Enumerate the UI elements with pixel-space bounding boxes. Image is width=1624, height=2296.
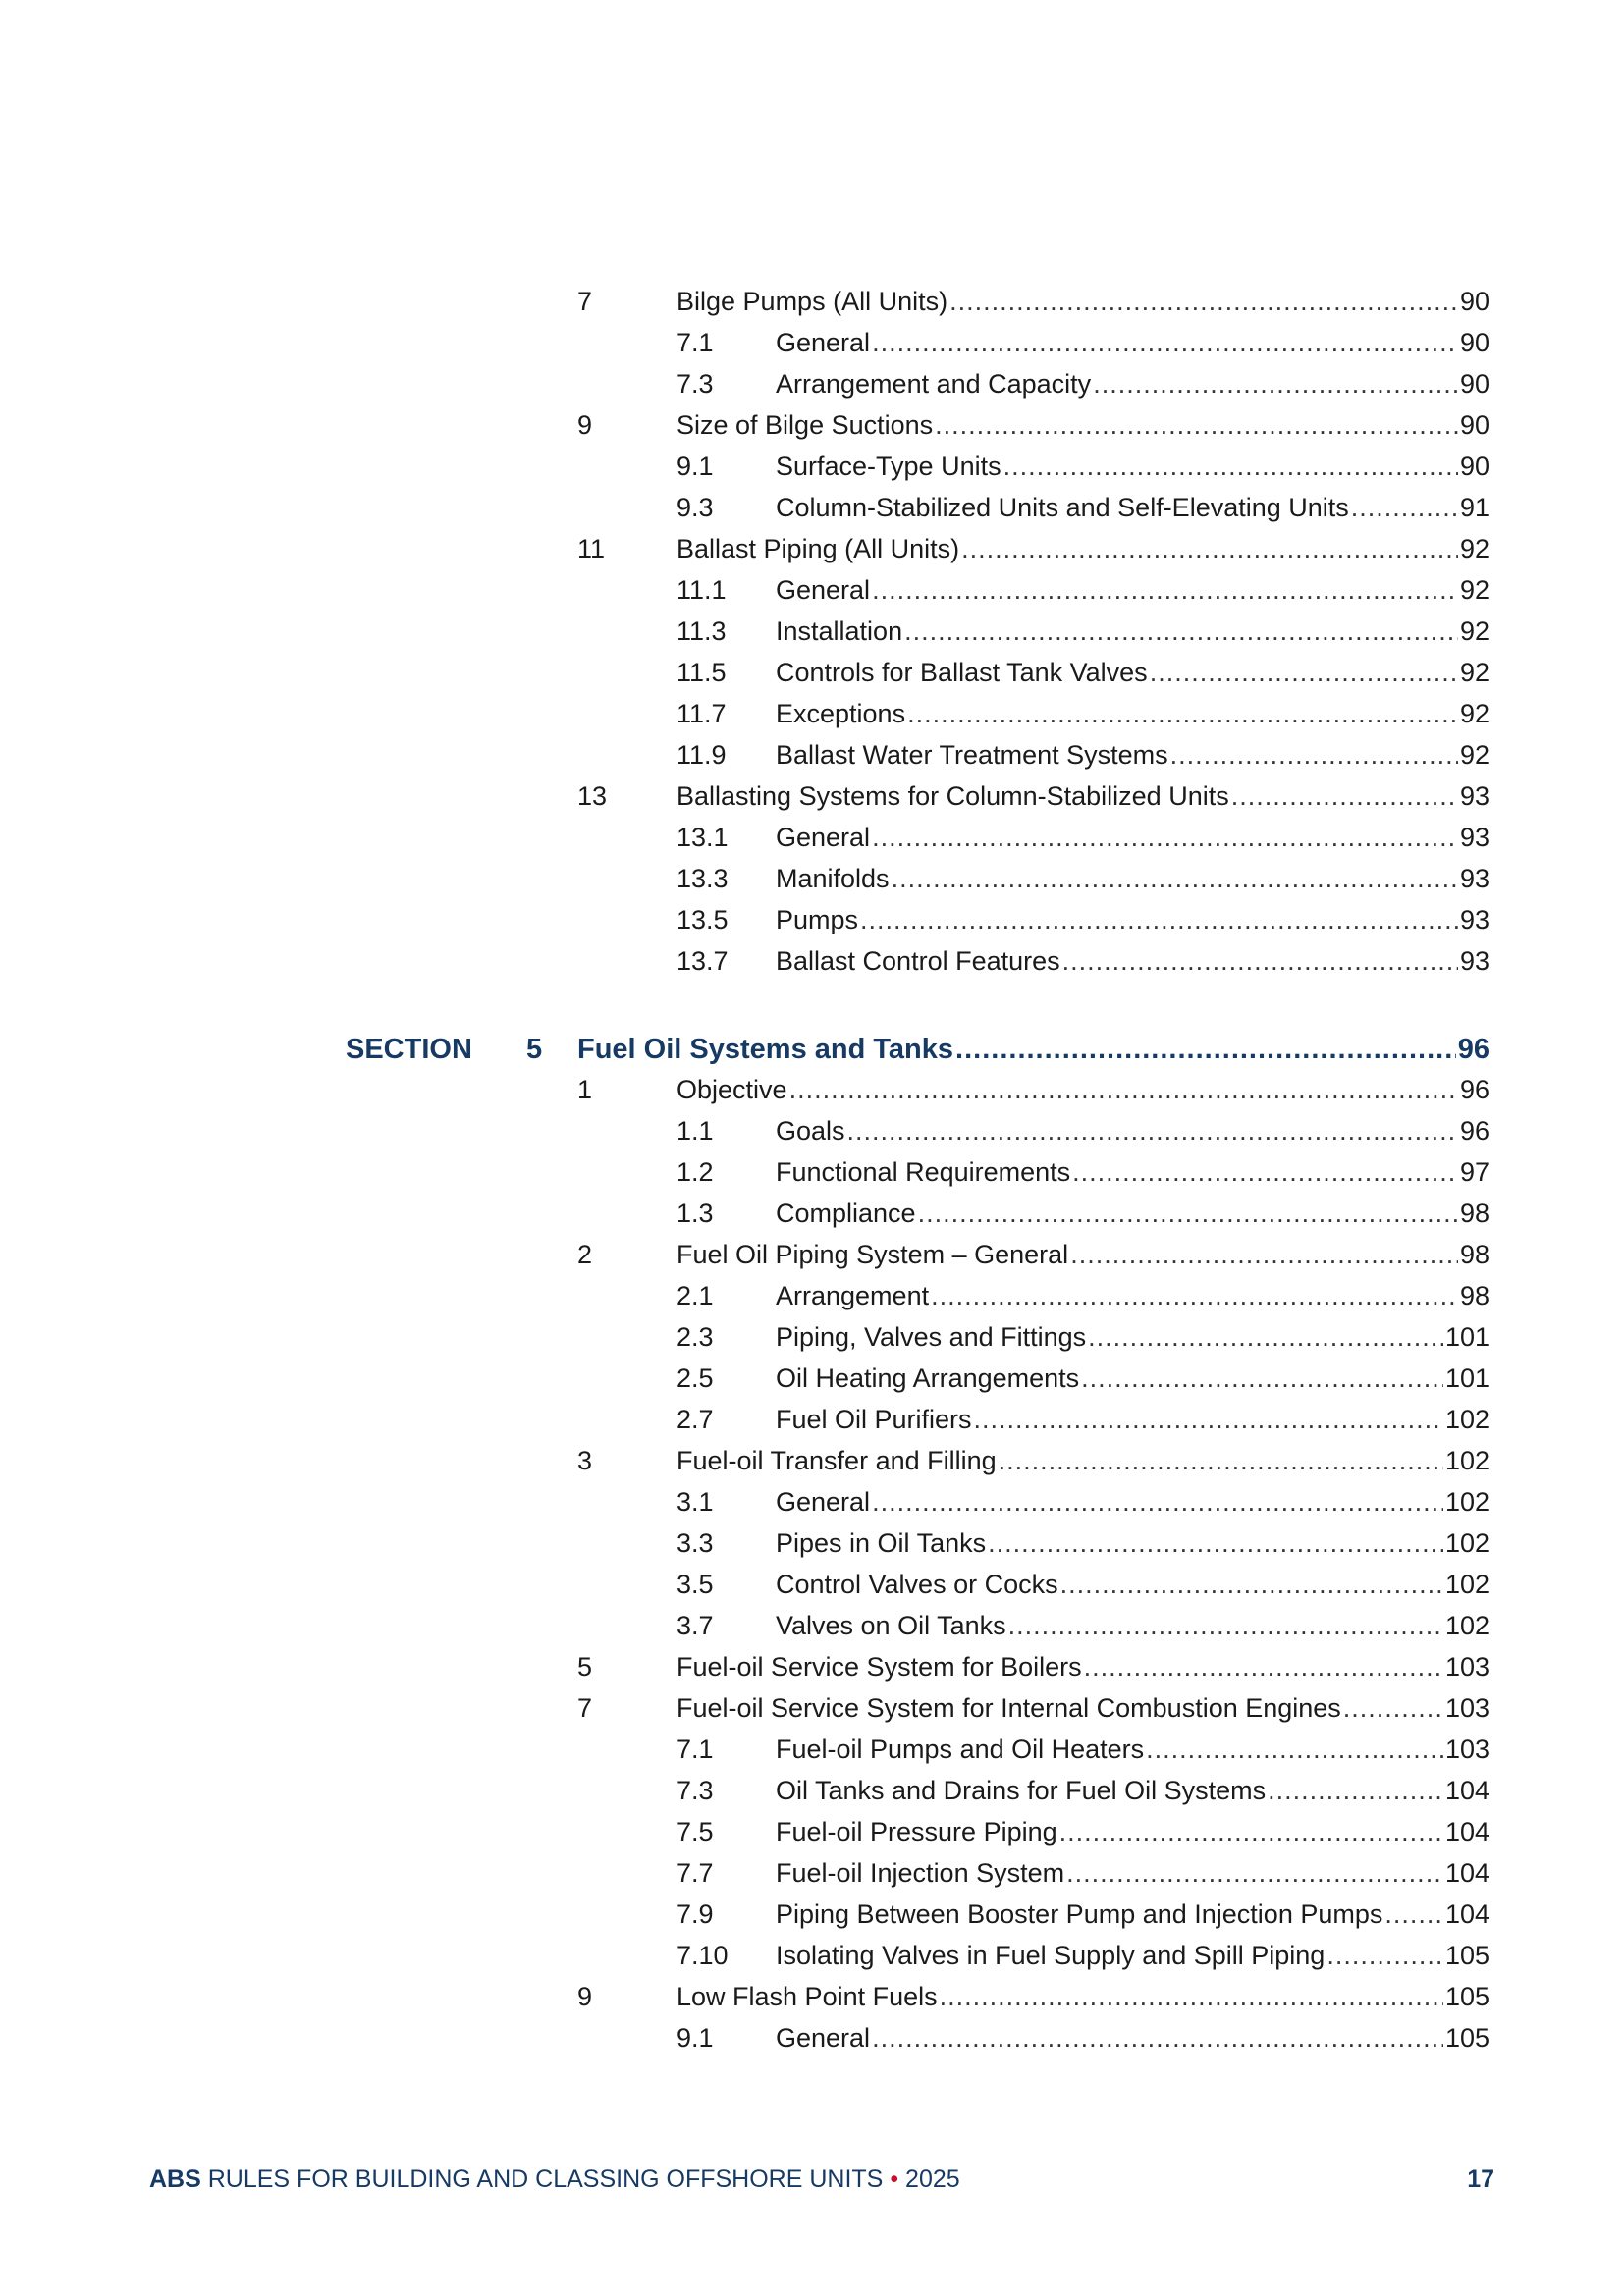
toc-entry-number: 7.3 — [677, 369, 714, 399]
toc-leader-dots — [949, 281, 1458, 322]
toc-entry-page: 103 — [1444, 1735, 1489, 1764]
toc-entry-line — [776, 446, 1489, 487]
toc-entry[interactable] — [0, 1440, 1624, 1481]
toc-entry-page: 105 — [1444, 2023, 1489, 2053]
toc-leader-dots — [1351, 487, 1458, 528]
toc-entry-number: 11 — [577, 534, 606, 563]
section-title: Fuel Oil Systems and Tanks — [577, 1034, 954, 1065]
toc-subentry[interactable] — [0, 363, 1624, 404]
toc-leader-dots — [1060, 1564, 1443, 1605]
toc-entry-title: Arrangement and Capacity — [776, 369, 1092, 399]
toc-leader-dots — [1084, 1646, 1443, 1687]
toc-entry-line — [776, 1729, 1489, 1770]
toc-entry-page: 103 — [1444, 1693, 1489, 1723]
toc-entry-page: 104 — [1444, 1899, 1489, 1929]
toc-entry-page: 102 — [1444, 1487, 1489, 1517]
toc-entry-number: 9.1 — [677, 2023, 714, 2053]
toc-entry-line — [677, 1234, 1489, 1275]
toc-entry-title: General — [776, 328, 871, 357]
toc-leader-dots — [847, 1110, 1458, 1151]
toc-entry-page: 101 — [1444, 1363, 1489, 1393]
toc-entry-page: 105 — [1444, 1982, 1489, 2011]
toc-leader-dots — [1268, 1770, 1443, 1811]
toc-entry-number: 11.5 — [677, 658, 727, 687]
toc-subentry[interactable] — [0, 1811, 1624, 1852]
footer-year: 2025 — [905, 2165, 960, 2193]
toc-entry-line — [776, 652, 1489, 693]
toc-subentry[interactable] — [0, 1935, 1624, 1976]
toc-leader-dots — [1326, 1935, 1443, 1976]
toc-subentry[interactable] — [0, 1852, 1624, 1894]
toc-entry-title: Installation — [776, 616, 903, 646]
toc-entry-title: Exceptions — [776, 699, 906, 728]
toc-entry[interactable] — [0, 1976, 1624, 2017]
toc-entry-title: Fuel Oil Piping System – General — [677, 1240, 1069, 1269]
toc-entry-line — [776, 1110, 1489, 1151]
toc-leader-dots — [1384, 1894, 1443, 1935]
toc-leader-dots — [872, 569, 1458, 611]
toc-entry-number: 1.1 — [677, 1116, 714, 1146]
toc-entry-title: Column-Stabilized Units and Self-Elevating Units — [776, 493, 1349, 522]
toc-entry-number: 5 — [577, 1652, 593, 1682]
section-label: SECTION — [346, 1034, 472, 1065]
toc-entry-line — [776, 1522, 1489, 1564]
toc-entry-line — [776, 322, 1489, 363]
toc-subentry[interactable] — [0, 1770, 1624, 1811]
toc-entry[interactable] — [0, 775, 1624, 817]
toc-entry-page: 90 — [1459, 410, 1489, 440]
toc-entry-page: 90 — [1459, 452, 1489, 481]
toc-entry-number: 7 — [577, 1693, 593, 1723]
toc-entry-number: 9 — [577, 1982, 593, 2011]
footer-page-number: 17 — [1467, 2165, 1494, 2193]
toc-entry-title: Isolating Valves in Fuel Supply and Spill Piping — [776, 1941, 1326, 1970]
toc-subentry[interactable] — [0, 1193, 1624, 1234]
toc-entry-title: Valves on Oil Tanks — [776, 1611, 1006, 1640]
toc-leader-dots — [892, 858, 1458, 899]
toc-entry-title: Size of Bilge Suctions — [677, 410, 934, 440]
toc-entry-line — [776, 1605, 1489, 1646]
toc-subentry[interactable] — [0, 1605, 1624, 1646]
toc-subentry[interactable] — [0, 940, 1624, 982]
toc-entry-line — [776, 611, 1489, 652]
toc-leader-dots — [1081, 1358, 1443, 1399]
toc-leader-dots — [789, 1069, 1458, 1110]
toc-entry-page: 104 — [1444, 1858, 1489, 1888]
toc-entry-line — [776, 1770, 1489, 1811]
toc-leader-dots — [1066, 1852, 1443, 1894]
toc-entry[interactable] — [0, 1069, 1624, 1110]
toc-entry-line — [776, 363, 1489, 404]
toc-entry-number: 13.5 — [677, 905, 729, 934]
toc-leader-dots — [988, 1522, 1443, 1564]
toc-leader-dots — [860, 899, 1458, 940]
toc-leader-dots — [1070, 1234, 1458, 1275]
toc-subentry[interactable] — [0, 899, 1624, 940]
toc-leader-dots — [872, 322, 1458, 363]
toc-leader-dots — [940, 1976, 1443, 2017]
toc-entry-title: Compliance — [776, 1199, 916, 1228]
toc-entry-title: Objective — [677, 1075, 787, 1104]
toc-leader-dots — [1088, 1316, 1443, 1358]
toc-subentry[interactable] — [0, 652, 1624, 693]
toc-leader-dots — [1170, 734, 1458, 775]
footer-brand: ABS — [149, 2165, 201, 2193]
toc-entry-title: Controls for Ballast Tank Valves — [776, 658, 1148, 687]
toc-entry-number: 9 — [577, 410, 593, 440]
toc-subentry[interactable] — [0, 487, 1624, 528]
toc-entry-line — [776, 487, 1489, 528]
toc-subentry[interactable] — [0, 322, 1624, 363]
toc-entry-number: 7.3 — [677, 1776, 714, 1805]
toc-entry-title: Ballast Piping (All Units) — [677, 534, 960, 563]
toc-entry-number: 2.3 — [677, 1322, 714, 1352]
toc-entry-number: 7.1 — [677, 1735, 714, 1764]
toc-entry-title: Arrangement — [776, 1281, 930, 1310]
toc-entry-title: Manifolds — [776, 864, 890, 893]
toc-subentry[interactable] — [0, 1358, 1624, 1399]
toc-entry-title: Piping, Valves and Fittings — [776, 1322, 1087, 1352]
footer-title: RULES FOR BUILDING AND CLASSING OFFSHORE UNITS — [207, 2165, 884, 2193]
toc-subentry[interactable] — [0, 1894, 1624, 1935]
toc-entry-number: 9.1 — [677, 452, 714, 481]
toc-leader-dots — [1231, 775, 1458, 817]
toc-subentry[interactable] — [0, 1151, 1624, 1193]
toc-entry-number: 3.3 — [677, 1528, 714, 1558]
toc-entry-page: 93 — [1459, 864, 1489, 893]
toc-leader-dots — [918, 1193, 1458, 1234]
toc-entry-title: Oil Tanks and Drains for Fuel Oil Systems — [776, 1776, 1267, 1805]
toc-entry-title: General — [776, 2023, 871, 2053]
toc-entry-line — [677, 528, 1489, 569]
toc-entry-page: 96 — [1459, 1116, 1489, 1146]
toc-leader-dots — [1146, 1729, 1443, 1770]
toc-entry-title: Pumps — [776, 905, 859, 934]
toc-entry-line — [776, 1193, 1489, 1234]
toc-subentry[interactable] — [0, 569, 1624, 611]
toc-entry-number: 3 — [577, 1446, 593, 1475]
toc-entry-page: 96 — [1459, 1075, 1489, 1104]
footer-bullet: • — [890, 2165, 899, 2193]
toc-entry-number: 2.5 — [677, 1363, 714, 1393]
toc-subentry[interactable] — [0, 1564, 1624, 1605]
toc-entry-title: Surface-Type Units — [776, 452, 1001, 481]
toc-entry-line — [776, 1564, 1489, 1605]
toc-entry-line — [776, 1852, 1489, 1894]
toc-entry-line — [776, 899, 1489, 940]
toc-entry-line — [776, 1399, 1489, 1440]
section-page: 96 — [1457, 1034, 1489, 1065]
toc-entry-page: 98 — [1459, 1281, 1489, 1310]
toc-entry-page: 92 — [1459, 699, 1489, 728]
toc-entry-page: 91 — [1459, 493, 1489, 522]
toc-entry-title: Low Flash Point Fuels — [677, 1982, 938, 2011]
toc-entry-title: Fuel-oil Pumps and Oil Heaters — [776, 1735, 1145, 1764]
toc-entry-title: Ballasting Systems for Column-Stabilized Units — [677, 781, 1229, 811]
toc-leader-dots — [1059, 1811, 1443, 1852]
toc-entry-title: Fuel-oil Pressure Piping — [776, 1817, 1057, 1846]
toc-entry-line — [677, 404, 1489, 446]
toc-entry-page: 92 — [1459, 740, 1489, 770]
toc-entry-title: General — [776, 823, 871, 852]
toc-entry-page: 98 — [1459, 1199, 1489, 1228]
toc-subentry[interactable] — [0, 2017, 1624, 2058]
toc-entry-title: Pipes in Oil Tanks — [776, 1528, 987, 1558]
toc-entry-page: 90 — [1459, 328, 1489, 357]
toc-entry-line — [677, 1069, 1489, 1110]
toc-leader-dots — [904, 611, 1458, 652]
toc-entry-page: 102 — [1444, 1611, 1489, 1640]
toc-entry-number: 7.1 — [677, 328, 714, 357]
toc-subentry[interactable] — [0, 693, 1624, 734]
toc-entry-page: 92 — [1459, 575, 1489, 605]
toc-entry-line — [776, 817, 1489, 858]
toc-entry-line — [677, 1646, 1489, 1687]
toc-entry-number: 1.2 — [677, 1157, 714, 1187]
toc-entry-page: 103 — [1444, 1652, 1489, 1682]
toc-entry-line — [677, 1440, 1489, 1481]
toc-subentry[interactable] — [0, 1729, 1624, 1770]
toc-entry-title: Fuel-oil Transfer and Filling — [677, 1446, 997, 1475]
toc-entry-page: 102 — [1444, 1570, 1489, 1599]
toc-entry-line — [776, 1935, 1489, 1976]
toc-entry-number: 7.5 — [677, 1817, 714, 1846]
toc-entry[interactable] — [0, 1646, 1624, 1687]
toc-entry-number: 11.1 — [677, 575, 727, 605]
toc-subentry[interactable] — [0, 1481, 1624, 1522]
toc-leader-dots — [907, 693, 1458, 734]
toc-entry-line — [776, 940, 1489, 982]
toc-entry-line — [776, 1811, 1489, 1852]
toc-subentry[interactable] — [0, 1316, 1624, 1358]
toc-entry[interactable] — [0, 528, 1624, 569]
toc-entry-number: 7.9 — [677, 1899, 714, 1929]
toc-entry-title: Fuel-oil Service System for Boilers — [677, 1652, 1082, 1682]
toc-entry-number: 1.3 — [677, 1199, 714, 1228]
toc-entry[interactable] — [0, 404, 1624, 446]
toc-entry-number: 2.7 — [677, 1405, 714, 1434]
toc-leader-dots — [935, 404, 1458, 446]
toc-entry-number: 3.5 — [677, 1570, 714, 1599]
toc-entry-page: 90 — [1459, 287, 1489, 316]
toc-entry-title: Control Valves or Cocks — [776, 1570, 1058, 1599]
toc-entry-line — [776, 734, 1489, 775]
toc-leader-dots — [872, 817, 1458, 858]
toc-leader-dots — [1093, 363, 1458, 404]
toc-entry-number: 11.9 — [677, 740, 727, 770]
toc-entry-page: 93 — [1459, 905, 1489, 934]
toc-entry-page: 93 — [1459, 946, 1489, 976]
toc-entry-line — [776, 1358, 1489, 1399]
toc-leader-dots — [1072, 1151, 1458, 1193]
toc-entry-number: 13 — [577, 781, 608, 811]
toc-entry-title: General — [776, 575, 871, 605]
toc-entry-number: 3.1 — [677, 1487, 714, 1517]
toc-entry-line — [677, 1687, 1489, 1729]
toc-entry-title: Bilge Pumps (All Units) — [677, 287, 948, 316]
toc-entry-number: 11.3 — [677, 616, 727, 646]
toc-leader-dots — [1008, 1605, 1443, 1646]
toc-entry-line — [677, 1976, 1489, 2017]
toc-entry-number: 3.7 — [677, 1611, 714, 1640]
toc-entry-title: Goals — [776, 1116, 845, 1146]
page-footer — [149, 2160, 1494, 2199]
toc-entry-number: 13.7 — [677, 946, 729, 976]
toc-subentry[interactable] — [0, 1275, 1624, 1316]
toc-leader-dots — [872, 2017, 1443, 2058]
toc-entry-line — [677, 281, 1489, 322]
toc-leader-dots — [1343, 1687, 1443, 1729]
toc-entry-line — [776, 2017, 1489, 2058]
toc-entry-number: 2 — [577, 1240, 593, 1269]
toc-entry-title: Functional Requirements — [776, 1157, 1071, 1187]
toc-entry-line — [776, 1894, 1489, 1935]
toc-entry-line — [776, 569, 1489, 611]
toc-entry-page: 93 — [1459, 823, 1489, 852]
toc-leader-dots — [999, 1440, 1443, 1481]
toc-entry-page: 104 — [1444, 1817, 1489, 1846]
toc-subentry[interactable] — [0, 817, 1624, 858]
toc-entry-line — [776, 1316, 1489, 1358]
toc-entry-title: Piping Between Booster Pump and Injection Pumps — [776, 1899, 1383, 1929]
toc-entry-page: 104 — [1444, 1776, 1489, 1805]
toc-entry-number: 7.10 — [677, 1941, 729, 1970]
toc-entry-page: 98 — [1459, 1240, 1489, 1269]
toc-subentry[interactable] — [0, 611, 1624, 652]
toc-entry-number: 7.7 — [677, 1858, 714, 1888]
toc-entry-line — [776, 1275, 1489, 1316]
toc-leader-dots — [931, 1275, 1458, 1316]
toc-subentry[interactable] — [0, 1110, 1624, 1151]
section-heading[interactable] — [0, 1029, 1624, 1070]
toc-leader-dots — [1150, 652, 1458, 693]
toc-entry[interactable] — [0, 281, 1624, 322]
toc-entry-page: 102 — [1444, 1528, 1489, 1558]
toc-subentry[interactable] — [0, 1522, 1624, 1564]
toc-subentry[interactable] — [0, 734, 1624, 775]
toc-entry-line — [776, 1481, 1489, 1522]
toc-entry-line — [677, 775, 1489, 817]
toc-entry-title: Fuel Oil Purifiers — [776, 1405, 972, 1434]
toc-entry-number: 2.1 — [677, 1281, 714, 1310]
toc-entry-page: 97 — [1459, 1157, 1489, 1187]
toc-entry-page: 102 — [1444, 1446, 1489, 1475]
toc-entry-page: 92 — [1459, 616, 1489, 646]
toc-subentry[interactable] — [0, 446, 1624, 487]
toc-entry-line — [776, 1151, 1489, 1193]
toc-entry-title: Fuel-oil Injection System — [776, 1858, 1065, 1888]
toc-subentry[interactable] — [0, 1399, 1624, 1440]
toc-entry-page: 90 — [1459, 369, 1489, 399]
toc-entry-number: 11.7 — [677, 699, 727, 728]
toc-leader-dots — [872, 1481, 1443, 1522]
toc-leader-dots — [955, 1029, 1456, 1070]
section-title-line — [577, 1029, 1489, 1070]
toc-entry-title: Ballast Water Treatment Systems — [776, 740, 1168, 770]
toc-entry-title: Fuel-oil Service System for Internal Combustion Engines — [677, 1693, 1341, 1723]
toc-entry[interactable] — [0, 1687, 1624, 1729]
toc-leader-dots — [961, 528, 1458, 569]
toc-entry-number: 13.3 — [677, 864, 729, 893]
toc-entry-number: 9.3 — [677, 493, 714, 522]
section-number: 5 — [526, 1034, 543, 1065]
toc-entry-line — [776, 693, 1489, 734]
toc-entry-page: 92 — [1459, 658, 1489, 687]
toc-leader-dots — [1062, 940, 1458, 982]
toc-entry-page: 93 — [1459, 781, 1489, 811]
toc-entry-page: 105 — [1444, 1941, 1489, 1970]
toc-entry-number: 7 — [577, 287, 593, 316]
toc-subentry[interactable] — [0, 858, 1624, 899]
toc-entry-page: 101 — [1444, 1322, 1489, 1352]
toc-entry-page: 102 — [1444, 1405, 1489, 1434]
toc-entry-line — [776, 858, 1489, 899]
toc-entry-title: Ballast Control Features — [776, 946, 1060, 976]
toc-leader-dots — [974, 1399, 1443, 1440]
toc-entry-number: 1 — [577, 1075, 593, 1104]
toc-entry-title: General — [776, 1487, 871, 1517]
toc-entry-page: 92 — [1459, 534, 1489, 563]
toc-entry-number: 13.1 — [677, 823, 729, 852]
toc-entry[interactable] — [0, 1234, 1624, 1275]
toc-entry-title: Oil Heating Arrangements — [776, 1363, 1080, 1393]
toc-leader-dots — [1003, 446, 1458, 487]
